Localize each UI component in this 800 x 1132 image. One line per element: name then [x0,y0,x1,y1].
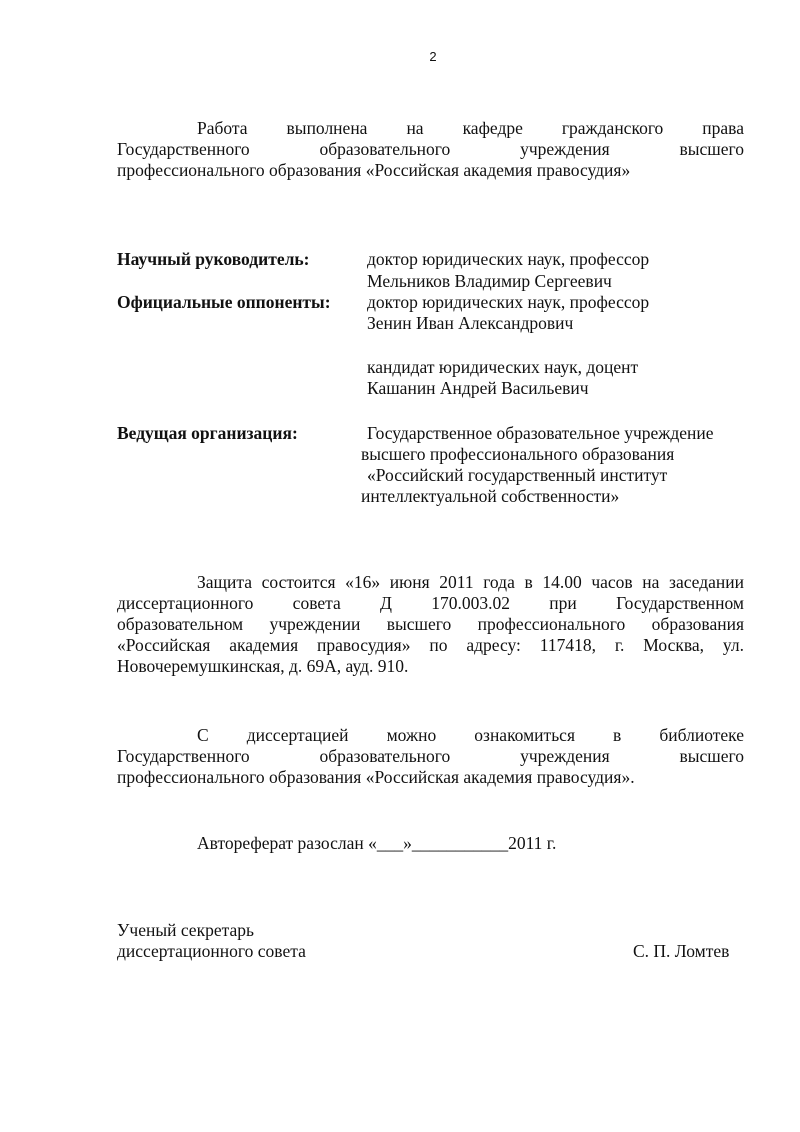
intro-line-2: Государственного образовательного учреждения высшего [117,139,744,159]
secretary-name: С. П. Ломтев [633,941,730,961]
defense-line-1: Защита состоится «16» июня 2011 года в 14.00 часов на заседании [197,572,744,592]
opponent-2-degree: кандидат юридических наук, доцент [367,357,639,377]
opponent-1-degree: доктор юридических наук, профессор [367,292,650,312]
page-number: 2 [429,49,437,64]
lead-org-line-3: «Российский государственный институт [367,465,668,485]
defense-line-2: диссертационного совета Д 170.003.02 при Государственном [117,593,744,613]
lead-org-line-1: Государственное образовательное учреждение [367,423,714,443]
intro-paragraph [117,118,744,181]
supervisor-name: Мельников Владимир Сергеевич [367,271,612,291]
library-line-1: С диссертацией можно ознакомиться в библиотеке [197,725,744,745]
lead-org-line-2: высшего профессионального образования [361,444,675,464]
intro-line-1: Работа выполнена на кафедре гражданского права [197,118,744,138]
library-line-2: Государственного образовательного учреждения высшего [117,746,744,766]
secretary-title-line-2: диссертационного совета [117,941,306,961]
library-paragraph [117,725,744,788]
intro-line-3: профессионального образования «Российская академия правосудия» [117,160,631,180]
secretary-title-line-1: Ученый секретарь [117,920,254,940]
library-line-3: профессионального образования «Российская академия правосудия». [117,767,635,787]
supervisor-degree: доктор юридических наук, профессор [367,249,650,269]
mailing-date-line: Автореферат разослан «___»___________2011 г. [197,833,557,853]
defense-line-3: образовательном учреждении высшего профессионального образования [117,614,744,634]
defense-line-4: «Российская академия правосудия» по адресу: 117418, г. Москва, ул. [117,635,744,655]
supervisor-label: Научный руководитель: [117,249,310,269]
lead-org-line-4: интеллектуальной собственности» [361,486,620,506]
opponents-label: Официальные оппоненты: [117,292,331,312]
lead-org-label: Ведущая организация: [117,423,298,443]
opponent-1-name: Зенин Иван Александрович [367,313,574,333]
opponent-2-name: Кашанин Андрей Васильевич [367,378,589,398]
defense-paragraph [117,572,744,677]
defense-line-5: Новочеремушкинская, д. 69А, ауд. 910. [117,656,409,676]
